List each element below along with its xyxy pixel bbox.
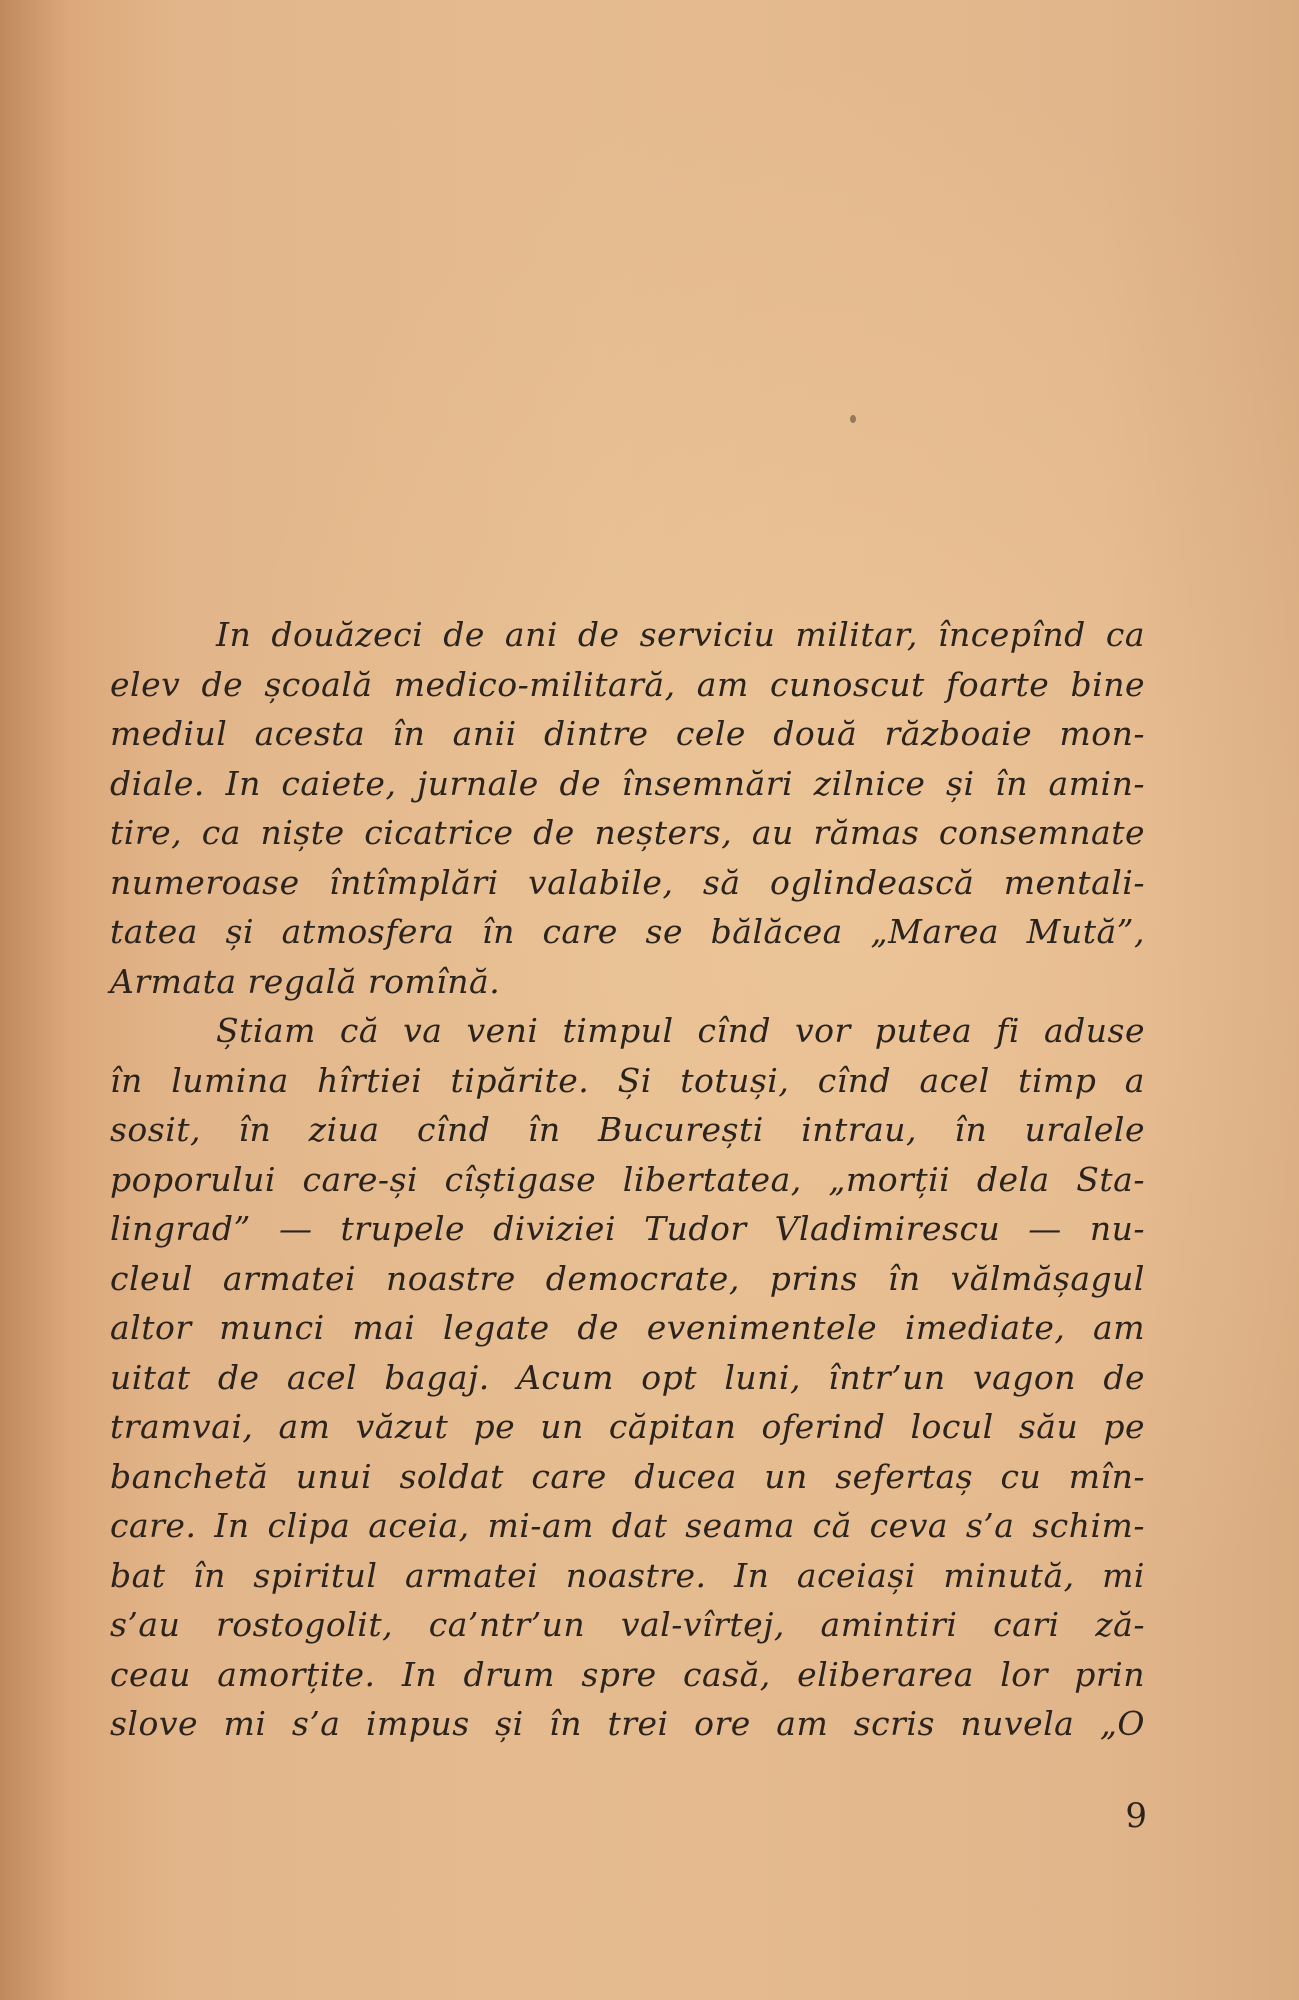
text-line: Armata regală romînă. — [110, 961, 501, 1001]
text-line: altor munci mai legate de evenimentele imediate, am — [110, 1308, 1145, 1347]
text-line: diale. In caiete, jurnale de însemnări zilnice și în amin- — [110, 763, 1145, 803]
text-line: tire, ca niște cicatrice de neșters, au rămas consemnate — [110, 813, 1145, 852]
text-line: Știam că va veni timpul cînd vor putea fi aduse — [216, 1011, 1145, 1050]
text-line: tramvai, am văzut pe un căpitan oferind locul său pe — [110, 1407, 1145, 1446]
paper-speck — [850, 415, 856, 423]
text-line: sosit, în ziua cînd în București intrau, în uralele — [110, 1110, 1145, 1149]
text-line: elev de școală medico-militară, am cunoscut foarte bine — [110, 664, 1145, 704]
body-text — [110, 610, 1145, 1749]
text-line: slove mi s’a impus și în trei ore am scris nuvela „O — [110, 1704, 1145, 1743]
text-line: ceau amorțite. In drum spre casă, eliberarea lor prin — [110, 1654, 1145, 1694]
text-line: în lumina hîrtiei tipărite. Și totuși, cînd acel timp a — [110, 1060, 1145, 1100]
text-line: poporului care-și cîștigase libertatea, „morții dela Sta- — [110, 1159, 1145, 1199]
text-line: mediul acesta în anii dintre cele două războaie mon- — [110, 714, 1145, 753]
text-line: tatea și atmosfera în care se bălăcea „Marea Mută”, — [110, 912, 1145, 951]
page-edge-shadow — [0, 0, 70, 2000]
text-line: numeroase întîmplări valabile, să oglindească mentali- — [110, 862, 1145, 902]
text-line: bat în spiritul armatei noastre. In aceiași minută, mi — [110, 1555, 1145, 1595]
text-line: s’au rostogolit, ca’ntr’un val-vîrtej, amintiri cari ză- — [110, 1605, 1145, 1644]
text-line: banchetă unui soldat care ducea un sefertaș cu mîn- — [110, 1456, 1145, 1496]
text-line: uitat de acel bagaj. Acum opt luni, într’un vagon de — [110, 1357, 1145, 1397]
text-line: care. In clipa aceia, mi-am dat seama că ceva s’a schim- — [110, 1506, 1145, 1545]
page-number: 9 — [1125, 1796, 1147, 1836]
text-line: In douăzeci de ani de serviciu militar, începînd ca — [216, 615, 1145, 654]
text-line: cleul armatei noastre democrate, prins în vălmășagul — [110, 1258, 1145, 1298]
text-line: lingrad” — trupele diviziei Tudor Vladimirescu — nu- — [110, 1209, 1145, 1248]
